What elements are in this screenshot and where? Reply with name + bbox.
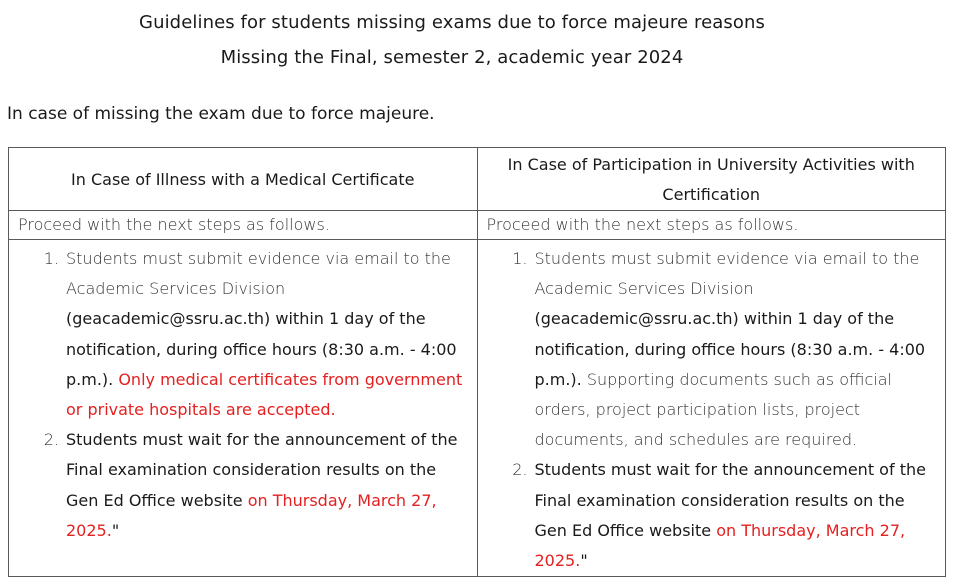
steps-row xyxy=(9,240,946,577)
activities-steps-list xyxy=(478,240,946,576)
step-text-part: (geacademic@ssru.ac.th) within 1 day of the notification, during office hours (8:30 a.m. - 4:00 p.m.). xyxy=(66,309,457,389)
illness-proceed-text: Proceed with the next steps as follows. xyxy=(9,211,478,240)
step-text xyxy=(66,425,467,546)
step-text xyxy=(66,244,467,425)
highlight-text: on Thursday, March 27, 2025. xyxy=(66,490,437,540)
step-text-part: " xyxy=(111,520,120,540)
step-number: 2. xyxy=(43,430,59,450)
step-text xyxy=(535,244,936,455)
activities-steps-cell xyxy=(477,240,946,577)
list-item xyxy=(9,244,467,425)
list-item xyxy=(478,455,936,576)
step-text-part: Students must submit evidence via email to the Academic Services Division xyxy=(534,249,920,299)
illness-steps-cell xyxy=(9,240,478,577)
proceed-row xyxy=(9,211,946,240)
intro-text: In case of missing the exam due to force majeure. xyxy=(7,104,435,124)
step-text-part: Supporting documents such as official orders, project participation lists, project documents, and schedules are required. xyxy=(534,369,892,450)
list-item xyxy=(9,425,467,546)
illness-column-heading: In Case of Illness with a Medical Certificate xyxy=(9,148,478,211)
document-subtitle: Missing the Final, semester 2, academic year 2024 xyxy=(220,47,684,68)
activities-proceed-text: Proceed with the next steps as follows. xyxy=(477,211,946,240)
list-item xyxy=(478,244,936,455)
step-number: 2. xyxy=(512,460,528,480)
step-text-part: " xyxy=(580,551,588,571)
guidelines-table xyxy=(8,147,946,577)
illness-steps-list xyxy=(9,240,477,546)
step-text-part: (geacademic@ssru.ac.th) within 1 day of the notification, during office hours (8:30 a.m. - 4:00 p.m.). xyxy=(534,309,926,389)
document-title: Guidelines for students missing exams due to force majeure reasons xyxy=(139,12,765,33)
highlight-text: Only medical certificates from government or private hospitals are accepted. xyxy=(66,369,463,420)
step-text-part: Students must wait for the announcement of the Final examination consideration results on the Gen Ed Office website xyxy=(66,430,458,510)
step-text-part: Students must wait for the announcement of the Final examination consideration results on the Gen Ed Office website xyxy=(534,460,926,540)
step-text-part: Students must submit evidence via email to the Academic Services Division xyxy=(66,249,451,299)
table-header-row xyxy=(9,148,946,211)
step-number: 1. xyxy=(43,249,59,268)
activities-column-heading: In Case of Participation in University Activities with Certification xyxy=(477,148,946,211)
step-text xyxy=(535,455,936,576)
highlight-text: on Thursday, March 27, 2025. xyxy=(534,520,906,571)
step-number: 1. xyxy=(512,249,528,268)
